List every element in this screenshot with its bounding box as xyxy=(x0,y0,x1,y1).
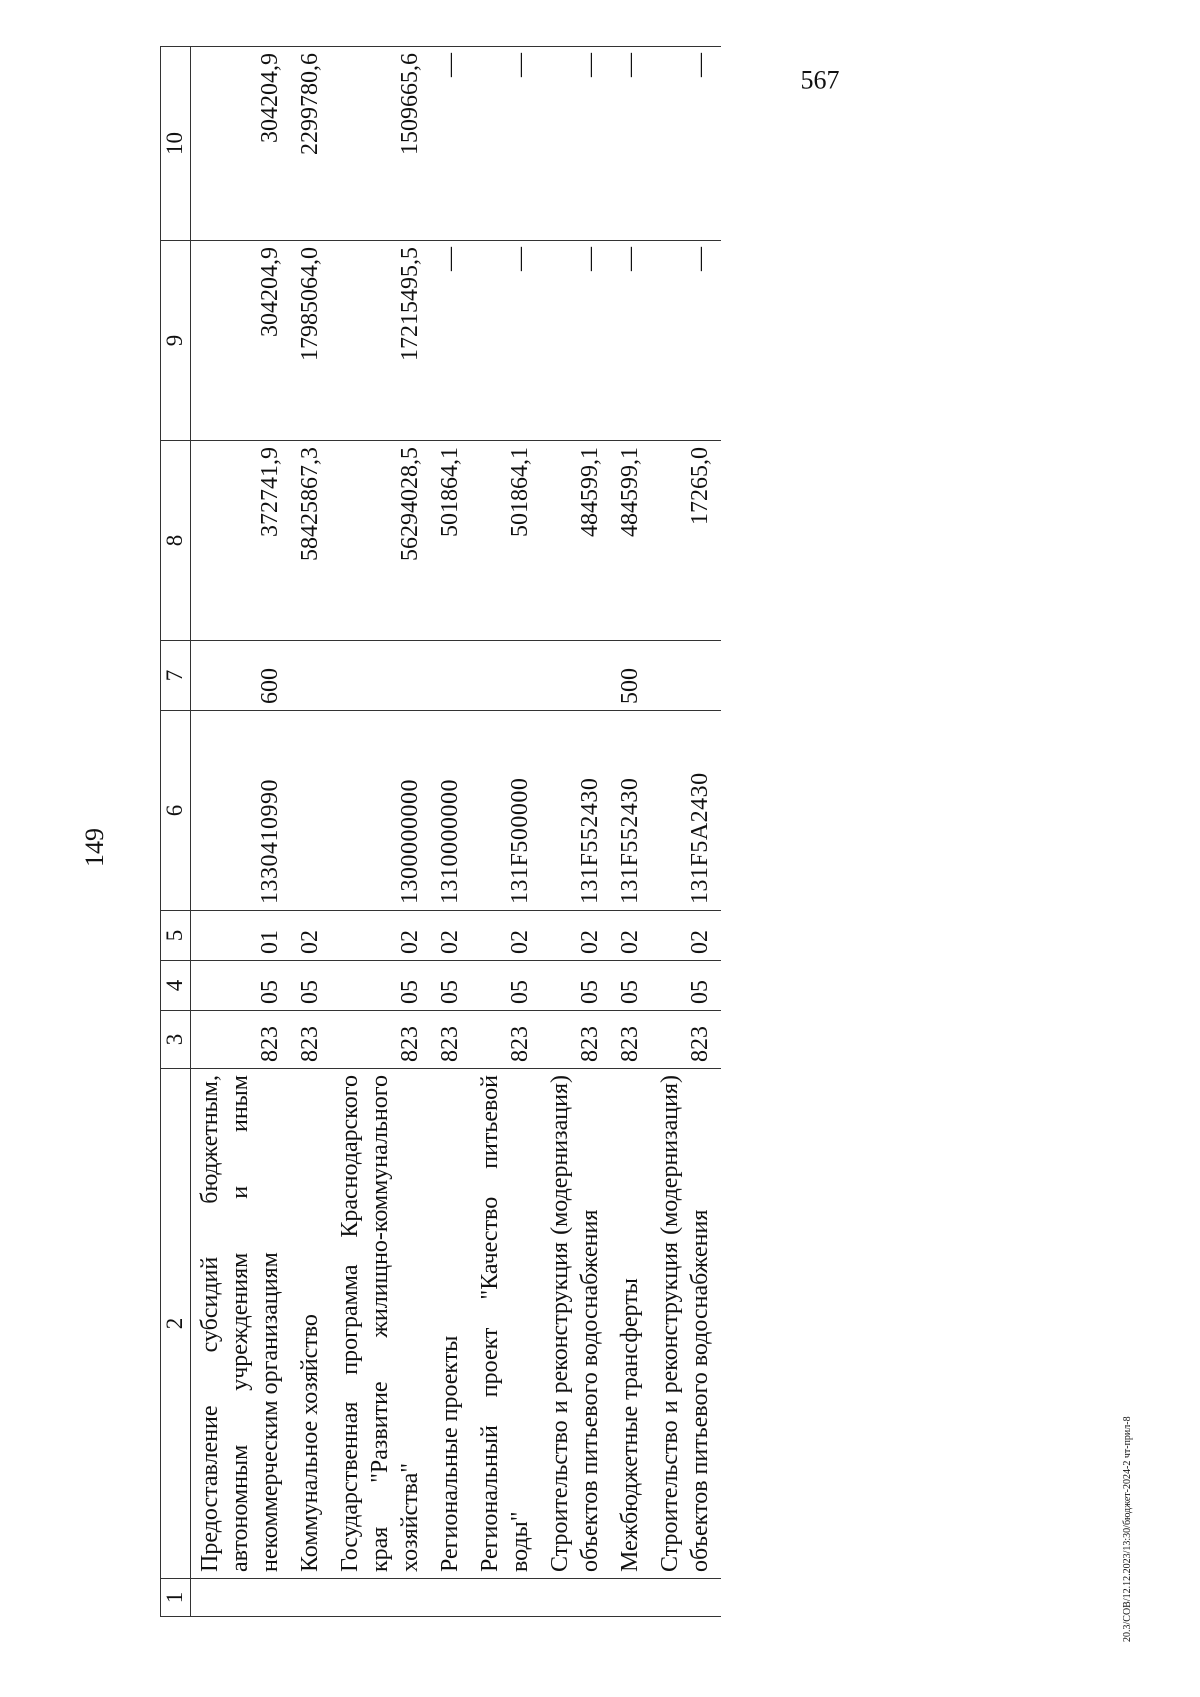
header-cell: 7 xyxy=(161,641,191,711)
cell-c8: 17265,0 xyxy=(651,441,721,641)
table-row xyxy=(611,47,651,1617)
cell-c5: 01 xyxy=(190,911,291,961)
cell-c3: 823 xyxy=(331,1011,431,1069)
footer-page-number: 567 xyxy=(800,65,840,95)
table-row xyxy=(291,47,331,1617)
cell-c3: 823 xyxy=(651,1011,721,1069)
header-cell: 10 xyxy=(161,47,191,241)
cell-c1 xyxy=(331,1579,431,1617)
cell-c1 xyxy=(611,1579,651,1617)
cell-c3: 823 xyxy=(291,1011,331,1069)
table-row xyxy=(651,47,721,1617)
document-reference: 20.3/СОВ/12.12.2023/13:30/бюджет-2024-2 чт-прил-8 xyxy=(1122,1416,1133,1642)
cell-c9: — xyxy=(471,241,541,441)
cell-c5: 02 xyxy=(331,911,431,961)
cell-c5: 02 xyxy=(651,911,721,961)
cell-c8: 58425867,3 xyxy=(291,441,331,641)
cell-c7 xyxy=(331,641,431,711)
cell-name: Государственная программа Краснодарского края "Развитие жилищно-коммунального хозяйства" xyxy=(331,1069,431,1579)
cell-c3: 823 xyxy=(611,1011,651,1069)
cell-c7 xyxy=(471,641,541,711)
cell-c1 xyxy=(651,1579,721,1617)
cell-c1 xyxy=(431,1579,471,1617)
header-cell: 5 xyxy=(161,911,191,961)
cell-c6: 131F552430 xyxy=(541,711,611,911)
cell-c3: 823 xyxy=(431,1011,471,1069)
cell-c10: — xyxy=(651,47,721,241)
cell-c1 xyxy=(291,1579,331,1617)
cell-c6: 131F500000 xyxy=(471,711,541,911)
cell-c10: — xyxy=(611,47,651,241)
table-row xyxy=(541,47,611,1617)
cell-c8: 484599,1 xyxy=(541,441,611,641)
header-cell: 6 xyxy=(161,711,191,911)
cell-c4: 05 xyxy=(190,961,291,1011)
header-row xyxy=(161,47,191,1617)
cell-c3: 823 xyxy=(471,1011,541,1069)
cell-c8: 484599,1 xyxy=(611,441,651,641)
table-row xyxy=(190,47,291,1617)
cell-c4: 05 xyxy=(471,961,541,1011)
cell-c5: 02 xyxy=(431,911,471,961)
table-row xyxy=(431,47,471,1617)
table-row xyxy=(331,47,431,1617)
cell-name: Строительство и реконструкция (модернизация) объектов питьевого водоснабжения xyxy=(541,1069,611,1579)
cell-c10: 1509665,6 xyxy=(331,47,431,241)
cell-c9: 17215495,5 xyxy=(331,241,431,441)
cell-c4: 05 xyxy=(651,961,721,1011)
cell-c9: — xyxy=(541,241,611,441)
cell-c6: 1310000000 xyxy=(431,711,471,911)
cell-c4: 05 xyxy=(331,961,431,1011)
header-cell: 3 xyxy=(161,1011,191,1069)
cell-name: Региональный проект "Качество питьевой воды" xyxy=(471,1069,541,1579)
cell-c10: — xyxy=(541,47,611,241)
cell-c5: 02 xyxy=(291,911,331,961)
cell-c8: 501864,1 xyxy=(471,441,541,641)
cell-name: Региональные проекты xyxy=(431,1069,471,1579)
cell-c1 xyxy=(190,1579,291,1617)
cell-c6: 1300000000 xyxy=(331,711,431,911)
cell-c4: 05 xyxy=(611,961,651,1011)
cell-c9: 17985064,0 xyxy=(291,241,331,441)
cell-c6 xyxy=(291,711,331,911)
cell-c5: 02 xyxy=(541,911,611,961)
cell-c4: 05 xyxy=(431,961,471,1011)
cell-c9: — xyxy=(611,241,651,441)
cell-c6: 1330410990 xyxy=(190,711,291,911)
page-number: 149 xyxy=(80,828,109,867)
header-cell: 8 xyxy=(161,441,191,641)
cell-name: Межбюджетные трансферты xyxy=(611,1069,651,1579)
cell-c7: 600 xyxy=(190,641,291,711)
cell-c1 xyxy=(541,1579,611,1617)
cell-c9: 304204,9 xyxy=(190,241,291,441)
cell-c4: 05 xyxy=(541,961,611,1011)
cell-c4: 05 xyxy=(291,961,331,1011)
cell-c8: 56294028,5 xyxy=(331,441,431,641)
cell-c9: — xyxy=(431,241,471,441)
table-row xyxy=(471,47,541,1617)
cell-c6: 131F552430 xyxy=(611,711,651,911)
cell-c8: 372741,9 xyxy=(190,441,291,641)
header-cell: 2 xyxy=(161,1069,191,1579)
header-cell: 4 xyxy=(161,961,191,1011)
cell-c5: 02 xyxy=(611,911,651,961)
cell-c10: 2299780,6 xyxy=(291,47,331,241)
header-cell: 1 xyxy=(161,1579,191,1617)
cell-c1 xyxy=(471,1579,541,1617)
cell-c7 xyxy=(541,641,611,711)
cell-c9: — xyxy=(651,241,721,441)
cell-c7 xyxy=(291,641,331,711)
cell-c7 xyxy=(431,641,471,711)
cell-c7 xyxy=(651,641,721,711)
cell-c10: 304204,9 xyxy=(190,47,291,241)
budget-table xyxy=(160,46,721,1617)
cell-name: Коммунальное хозяйство xyxy=(291,1069,331,1579)
cell-name: Строительство и реконструкция (модернизация) объектов питьевого водоснабжения xyxy=(651,1069,721,1579)
cell-c8: 501864,1 xyxy=(431,441,471,641)
header-cell: 9 xyxy=(161,241,191,441)
cell-c10: — xyxy=(431,47,471,241)
cell-name: Предоставление субсидий бюджетным, автономным учреждениям и иным некоммерческим организациям xyxy=(190,1069,291,1579)
cell-c6: 131F5A2430 xyxy=(651,711,721,911)
cell-c7: 500 xyxy=(611,641,651,711)
cell-c10: — xyxy=(471,47,541,241)
cell-c3: 823 xyxy=(541,1011,611,1069)
cell-c3: 823 xyxy=(190,1011,291,1069)
cell-c5: 02 xyxy=(471,911,541,961)
